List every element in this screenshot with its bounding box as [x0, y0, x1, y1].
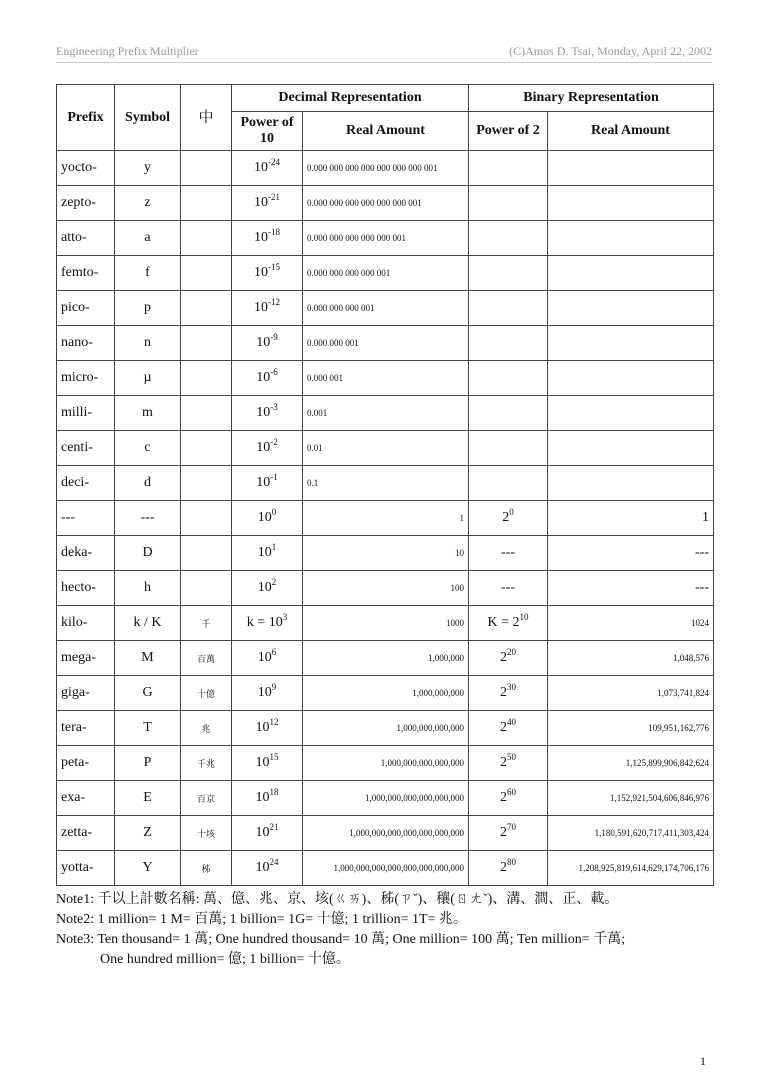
- symbol-cell: z: [115, 186, 181, 221]
- binary-real-amount-cell: 1024: [548, 606, 714, 641]
- chinese-name-cell: [181, 536, 232, 571]
- header-divider: [56, 62, 712, 63]
- decimal-power-exponent: 3: [282, 612, 288, 622]
- prefix-table: [56, 84, 714, 886]
- binary-power-cell: [469, 431, 548, 466]
- binary-power-cell: [469, 781, 548, 816]
- decimal-real-amount-cell: 1,000,000,000: [303, 676, 469, 711]
- binary-power-base: 2: [500, 650, 507, 665]
- header-title: Engineering Prefix Multiplier: [56, 44, 199, 58]
- decimal-power-cell: [232, 186, 303, 221]
- decimal-power-cell: [232, 221, 303, 256]
- decimal-power-base: 10: [257, 685, 272, 700]
- binary-power-exponent: 30: [507, 682, 516, 692]
- binary-power-cell: [469, 186, 548, 221]
- decimal-power-exponent: 6: [271, 647, 277, 657]
- binary-real-amount-cell: ---: [548, 571, 714, 606]
- table-row: [57, 466, 714, 501]
- symbol-cell: p: [115, 291, 181, 326]
- binary-power-base: ---: [501, 580, 515, 595]
- decimal-real-amount-cell: 0.000 000 000 001: [303, 291, 469, 326]
- binary-real-amount-cell: 1,125,899,906,842,624: [548, 746, 714, 781]
- prefix-cell: zetta-: [57, 816, 115, 851]
- binary-real-amount-cell: [548, 256, 714, 291]
- decimal-power-exponent: -21: [268, 192, 280, 202]
- symbol-cell: Y: [115, 851, 181, 886]
- chinese-name-cell: [181, 186, 232, 221]
- decimal-power-base: 10: [254, 265, 268, 280]
- chinese-name-cell: 十垓: [181, 816, 232, 851]
- decimal-power-cell: [232, 361, 303, 396]
- symbol-cell: T: [115, 711, 181, 746]
- binary-power-exponent: 10: [519, 612, 529, 622]
- table-row: [57, 361, 714, 396]
- decimal-real-amount-cell: 1,000,000,000,000,000: [303, 746, 469, 781]
- chinese-name-cell: [181, 326, 232, 361]
- decimal-power-base: 10: [257, 580, 272, 595]
- decimal-power-base: 10: [256, 475, 271, 490]
- symbol-cell: d: [115, 466, 181, 501]
- prefix-cell: deci-: [57, 466, 115, 501]
- binary-power-cell: [469, 466, 548, 501]
- prefix-cell: yocto-: [57, 151, 115, 186]
- binary-power-base: K = 2: [487, 615, 520, 630]
- chinese-name-cell: [181, 431, 232, 466]
- prefix-cell: peta-: [57, 746, 115, 781]
- decimal-real-amount-cell: 100: [303, 571, 469, 606]
- decimal-power-base: 10: [254, 195, 268, 210]
- binary-real-amount-cell: [548, 466, 714, 501]
- symbol-cell: f: [115, 256, 181, 291]
- header-author-date: (C)Amos D. Tsai, Monday, April 22, 2002: [509, 44, 712, 58]
- col-chinese-header: 中: [181, 85, 232, 151]
- symbol-cell: P: [115, 746, 181, 781]
- binary-real-amount-cell: ---: [548, 536, 714, 571]
- decimal-power-base: 10: [255, 720, 270, 735]
- binary-real-amount-cell: 1,073,741,824: [548, 676, 714, 711]
- symbol-cell: n: [115, 326, 181, 361]
- chinese-name-cell: 千: [181, 606, 232, 641]
- table-row: [57, 641, 714, 676]
- binary-power-base: 2: [500, 790, 507, 805]
- decimal-power-cell: [232, 641, 303, 676]
- binary-real-amount-cell: [548, 186, 714, 221]
- binary-power-exponent: 0: [509, 507, 514, 517]
- binary-real-amount-cell: [548, 361, 714, 396]
- binary-real-amount-cell: 1,152,921,504,606,846,976: [548, 781, 714, 816]
- binary-real-amount-cell: 1: [548, 501, 714, 536]
- decimal-power-base: 10: [255, 755, 270, 770]
- binary-power-cell: [469, 256, 548, 291]
- symbol-cell: M: [115, 641, 181, 676]
- binary-power-exponent: 20: [507, 647, 516, 657]
- prefix-cell: centi-: [57, 431, 115, 466]
- table-row: [57, 676, 714, 711]
- chinese-name-cell: 百萬: [181, 641, 232, 676]
- decimal-power-cell: [232, 606, 303, 641]
- binary-power-exponent: 70: [507, 822, 516, 832]
- binary-real-amount-cell: [548, 151, 714, 186]
- binary-power-exponent: 40: [507, 717, 516, 727]
- binary-real-amount-cell: 1,208,925,819,614,629,174,706,176: [548, 851, 714, 886]
- binary-power-cell: [469, 326, 548, 361]
- decimal-power-base: 10: [256, 405, 271, 420]
- decimal-power-cell: [232, 431, 303, 466]
- binary-real-amount-cell: [548, 431, 714, 466]
- note-3: Note3: Ten thousand= 1 萬; One hundred thousand= 10 萬; One million= 100 萬; Ten million= 千萬;: [56, 932, 626, 947]
- decimal-power-cell: [232, 151, 303, 186]
- prefix-cell: femto-: [57, 256, 115, 291]
- binary-real-amount-cell: [548, 221, 714, 256]
- chinese-name-cell: [181, 396, 232, 431]
- chinese-name-cell: [181, 466, 232, 501]
- decimal-real-amount-cell: 0.000 000 001: [303, 326, 469, 361]
- binary-power-cell: [469, 221, 548, 256]
- decimal-power-exponent: 1: [271, 542, 277, 552]
- binary-power-cell: [469, 816, 548, 851]
- notes: [56, 890, 716, 970]
- binary-power-cell: [469, 501, 548, 536]
- decimal-power-exponent: 12: [269, 717, 279, 727]
- decimal-power-cell: [232, 711, 303, 746]
- symbol-cell: m: [115, 396, 181, 431]
- symbol-cell: k / K: [115, 606, 181, 641]
- symbol-cell: h: [115, 571, 181, 606]
- table-row: [57, 396, 714, 431]
- chinese-name-cell: [181, 221, 232, 256]
- decimal-power-base: 10: [254, 230, 268, 245]
- decimal-real-amount-cell: 10: [303, 536, 469, 571]
- table-row: [57, 571, 714, 606]
- binary-power-base: 2: [500, 755, 507, 770]
- bin-real-header: Real Amount: [548, 112, 714, 151]
- decimal-real-amount-cell: 0.000 001: [303, 361, 469, 396]
- binary-power-cell: [469, 571, 548, 606]
- prefix-cell: deka-: [57, 536, 115, 571]
- table-row: [57, 781, 714, 816]
- symbol-cell: y: [115, 151, 181, 186]
- note-1: Note1: 千以上計數名稱: 萬、億、兆、京、垓(ㄍㄞ)、秭(ㄗˇ)、穰(ㄖㄤˇ)、溝、澗、正、載。: [56, 892, 619, 907]
- table-row: [57, 501, 714, 536]
- chinese-name-cell: [181, 361, 232, 396]
- binary-power-base: 2: [500, 720, 507, 735]
- binary-real-amount-cell: [548, 396, 714, 431]
- decimal-real-amount-cell: 1,000,000: [303, 641, 469, 676]
- binary-power-base: ---: [501, 545, 515, 560]
- binary-real-amount-cell: [548, 291, 714, 326]
- prefix-cell: mega-: [57, 641, 115, 676]
- decimal-real-amount-cell: 0.000 000 000 000 000 000 001: [303, 186, 469, 221]
- decimal-real-amount-cell: 0.1: [303, 466, 469, 501]
- binary-real-amount-cell: [548, 326, 714, 361]
- binary-power-exponent: 50: [507, 752, 516, 762]
- table-row: [57, 851, 714, 886]
- decimal-power-base: 10: [256, 370, 271, 385]
- symbol-cell: G: [115, 676, 181, 711]
- decimal-power-exponent: 24: [269, 857, 279, 867]
- symbol-cell: D: [115, 536, 181, 571]
- prefix-cell: nano-: [57, 326, 115, 361]
- table-row: [57, 711, 714, 746]
- prefix-cell: yotta-: [57, 851, 115, 886]
- col-prefix-header: Prefix: [57, 85, 115, 151]
- binary-power-base: 2: [500, 825, 507, 840]
- prefix-cell: giga-: [57, 676, 115, 711]
- decimal-real-amount-cell: 0.000 000 000 000 000 000 000 001: [303, 151, 469, 186]
- page-number: 1: [700, 1054, 706, 1068]
- decimal-power-cell: [232, 676, 303, 711]
- decimal-power-exponent: -3: [270, 402, 278, 412]
- decimal-real-amount-cell: 1,000,000,000,000: [303, 711, 469, 746]
- table-row: [57, 606, 714, 641]
- prefix-cell: exa-: [57, 781, 115, 816]
- decimal-power-exponent: -2: [270, 437, 278, 447]
- binary-power-cell: [469, 641, 548, 676]
- decimal-power-base: k = 10: [246, 615, 283, 630]
- binary-power-cell: [469, 536, 548, 571]
- binary-power-cell: [469, 151, 548, 186]
- decimal-power-exponent: 0: [271, 507, 277, 517]
- decimal-power-cell: [232, 781, 303, 816]
- prefix-cell: atto-: [57, 221, 115, 256]
- table-row: [57, 326, 714, 361]
- decimal-power-cell: [232, 396, 303, 431]
- binary-power-base: 2: [502, 510, 510, 525]
- binary-power-cell: [469, 361, 548, 396]
- decimal-power-base: 10: [255, 825, 270, 840]
- prefix-cell: hecto-: [57, 571, 115, 606]
- prefix-cell: ---: [57, 501, 115, 536]
- decimal-power-exponent: -12: [268, 297, 280, 307]
- table-row: [57, 221, 714, 256]
- chinese-name-cell: 百京: [181, 781, 232, 816]
- binary-power-exponent: 60: [507, 787, 516, 797]
- binary-power-base: 2: [500, 685, 507, 700]
- table-row: [57, 151, 714, 186]
- decimal-real-amount-cell: 1: [303, 501, 469, 536]
- decimal-power-base: 10: [254, 300, 268, 315]
- symbol-cell: a: [115, 221, 181, 256]
- prefix-cell: tera-: [57, 711, 115, 746]
- binary-power-cell: [469, 606, 548, 641]
- binary-power-cell: [469, 711, 548, 746]
- prefix-cell: kilo-: [57, 606, 115, 641]
- binary-real-amount-cell: 109,951,162,776: [548, 711, 714, 746]
- note-2: Note2: 1 million= 1 M= 百萬; 1 billion= 1G= 十億; 1 trillion= 1T= 兆。: [56, 912, 467, 927]
- decimal-power-base: 10: [255, 860, 270, 875]
- binary-power-exponent: 80: [507, 857, 516, 867]
- binary-power-base: 2: [500, 860, 507, 875]
- chinese-name-cell: [181, 501, 232, 536]
- decimal-power-exponent: -18: [268, 227, 280, 237]
- decimal-power-base: 10: [256, 440, 271, 455]
- decimal-power-cell: [232, 571, 303, 606]
- binary-power-cell: [469, 851, 548, 886]
- decimal-power-cell: [232, 536, 303, 571]
- binary-power-cell: [469, 746, 548, 781]
- decimal-power-exponent: -15: [268, 262, 280, 272]
- decimal-power-cell: [232, 466, 303, 501]
- table-row: [57, 186, 714, 221]
- decimal-real-amount-cell: 1,000,000,000,000,000,000: [303, 781, 469, 816]
- decimal-power-exponent: 15: [269, 752, 279, 762]
- decimal-real-amount-cell: 0.001: [303, 396, 469, 431]
- prefix-cell: pico-: [57, 291, 115, 326]
- symbol-cell: c: [115, 431, 181, 466]
- table-row: [57, 536, 714, 571]
- col-symbol-header: Symbol: [115, 85, 181, 151]
- binary-group-header: Binary Representation: [469, 85, 714, 112]
- chinese-name-cell: [181, 256, 232, 291]
- symbol-cell: E: [115, 781, 181, 816]
- decimal-real-amount-cell: 1000: [303, 606, 469, 641]
- decimal-real-amount-cell: 0.000 000 000 000 000 001: [303, 221, 469, 256]
- decimal-power-base: 10: [254, 160, 268, 175]
- decimal-group-header: Decimal Representation: [232, 85, 469, 112]
- bin-power-header: Power of 2: [469, 112, 548, 151]
- decimal-power-cell: [232, 851, 303, 886]
- dec-real-header: Real Amount: [303, 112, 469, 151]
- decimal-power-base: 10: [257, 510, 272, 525]
- decimal-real-amount-cell: 1,000,000,000,000,000,000,000,000: [303, 851, 469, 886]
- binary-power-cell: [469, 676, 548, 711]
- symbol-cell: µ: [115, 361, 181, 396]
- binary-real-amount-cell: 1,048,576: [548, 641, 714, 676]
- decimal-power-cell: [232, 816, 303, 851]
- decimal-power-base: 10: [257, 650, 272, 665]
- binary-real-amount-cell: 1,180,591,620,717,411,303,424: [548, 816, 714, 851]
- table-row: [57, 746, 714, 781]
- decimal-real-amount-cell: 0.000 000 000 000 001: [303, 256, 469, 291]
- chinese-name-cell: 十億: [181, 676, 232, 711]
- decimal-power-cell: [232, 746, 303, 781]
- decimal-real-amount-cell: 0.01: [303, 431, 469, 466]
- binary-power-cell: [469, 291, 548, 326]
- chinese-name-cell: [181, 571, 232, 606]
- note-3-continued: One hundred million= 億; 1 billion= 十億。: [100, 952, 350, 967]
- table-row: [57, 431, 714, 466]
- table-row: [57, 256, 714, 291]
- table-row: [57, 291, 714, 326]
- chinese-name-cell: 兆: [181, 711, 232, 746]
- chinese-name-cell: 秭: [181, 851, 232, 886]
- decimal-power-cell: [232, 501, 303, 536]
- decimal-power-cell: [232, 256, 303, 291]
- symbol-cell: Z: [115, 816, 181, 851]
- decimal-power-cell: [232, 291, 303, 326]
- decimal-power-exponent: 21: [269, 822, 279, 832]
- decimal-power-base: 10: [255, 790, 270, 805]
- decimal-power-exponent: 2: [271, 577, 277, 587]
- decimal-power-base: 10: [256, 335, 271, 350]
- prefix-cell: zepto-: [57, 186, 115, 221]
- decimal-power-exponent: -24: [268, 157, 280, 167]
- decimal-real-amount-cell: 1,000,000,000,000,000,000,000: [303, 816, 469, 851]
- prefix-cell: milli-: [57, 396, 115, 431]
- prefix-cell: micro-: [57, 361, 115, 396]
- dec-power-header: Power of 10: [232, 112, 303, 151]
- decimal-power-exponent: -9: [270, 332, 278, 342]
- table-row: [57, 816, 714, 851]
- binary-power-cell: [469, 396, 548, 431]
- decimal-power-base: 10: [257, 545, 272, 560]
- decimal-power-exponent: 18: [269, 787, 279, 797]
- decimal-power-exponent: -1: [270, 472, 278, 482]
- chinese-name-cell: 千兆: [181, 746, 232, 781]
- decimal-power-exponent: -6: [270, 367, 278, 377]
- symbol-cell: ---: [115, 501, 181, 536]
- chinese-name-cell: [181, 291, 232, 326]
- chinese-name-cell: [181, 151, 232, 186]
- decimal-power-cell: [232, 326, 303, 361]
- decimal-power-exponent: 9: [271, 682, 277, 692]
